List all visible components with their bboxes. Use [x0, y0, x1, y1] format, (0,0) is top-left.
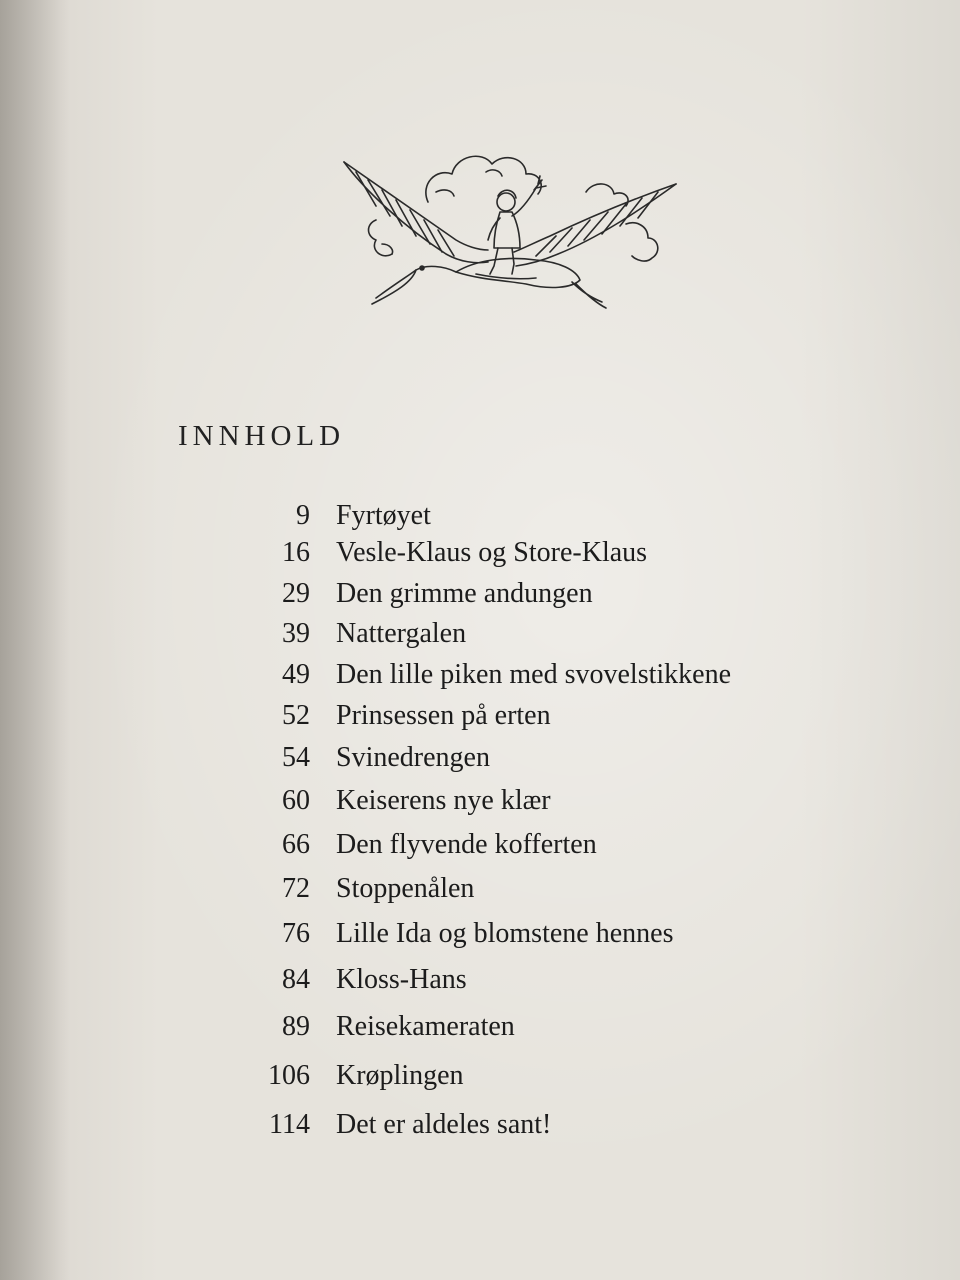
toc-title: Den grimme andungen — [336, 578, 593, 609]
toc-page-number: 9 — [296, 500, 310, 531]
toc-page-number: 89 — [282, 1011, 310, 1042]
toc-page-number: 72 — [282, 873, 310, 904]
toc-title: Krøplingen — [336, 1060, 464, 1091]
toc-title: Den flyvende kofferten — [336, 829, 597, 860]
toc-title: Fyrtøyet — [336, 500, 431, 531]
toc-title: Lille Ida og blomstene hennes — [336, 918, 674, 949]
toc-entry — [230, 781, 850, 821]
toc-page-number: 16 — [282, 537, 310, 568]
page-title: INNHOLD — [178, 420, 346, 452]
toc-entry — [230, 614, 850, 654]
toc-page-number: 60 — [282, 785, 310, 816]
toc-title: Vesle-Klaus og Store-Klaus — [336, 537, 648, 568]
toc-entry — [230, 655, 850, 695]
toc-title: Prinsessen på erten — [336, 700, 551, 731]
toc-entry — [230, 869, 850, 909]
toc-title: Kloss-Hans — [336, 964, 467, 995]
toc-entry — [230, 533, 850, 573]
toc-page-number: 54 — [282, 742, 310, 773]
toc-page-number: 49 — [282, 659, 310, 690]
toc-entry — [230, 574, 850, 614]
toc-entry — [230, 1007, 850, 1047]
toc-entry — [230, 496, 850, 536]
table-of-contents — [230, 0, 850, 1280]
page-gutter-shadow — [0, 0, 70, 1280]
toc-page-number: 39 — [282, 618, 310, 649]
toc-title: Nattergalen — [336, 618, 467, 649]
toc-page-number: 84 — [282, 964, 310, 995]
toc-entry — [230, 696, 850, 736]
toc-entry — [230, 1056, 850, 1096]
toc-page-number: 76 — [282, 918, 310, 949]
toc-title: Reisekameraten — [336, 1011, 515, 1042]
toc-page-number: 29 — [282, 578, 310, 609]
toc-entry — [230, 960, 850, 1000]
toc-page-number: 106 — [268, 1060, 310, 1091]
toc-page-number: 52 — [282, 700, 310, 731]
toc-title: Den lille piken med svovelstikkene — [336, 659, 732, 690]
toc-page-number: 66 — [282, 829, 310, 860]
toc-entry — [230, 1105, 850, 1145]
toc-title: Svinedrengen — [336, 742, 490, 773]
toc-entry — [230, 738, 850, 778]
toc-title: Det er aldeles sant! — [336, 1109, 552, 1140]
toc-entry — [230, 825, 850, 865]
toc-page-number: 114 — [269, 1109, 310, 1140]
toc-title: Keiserens nye klær — [336, 785, 551, 816]
toc-entry — [230, 914, 850, 954]
toc-title: Stoppenålen — [336, 873, 475, 904]
